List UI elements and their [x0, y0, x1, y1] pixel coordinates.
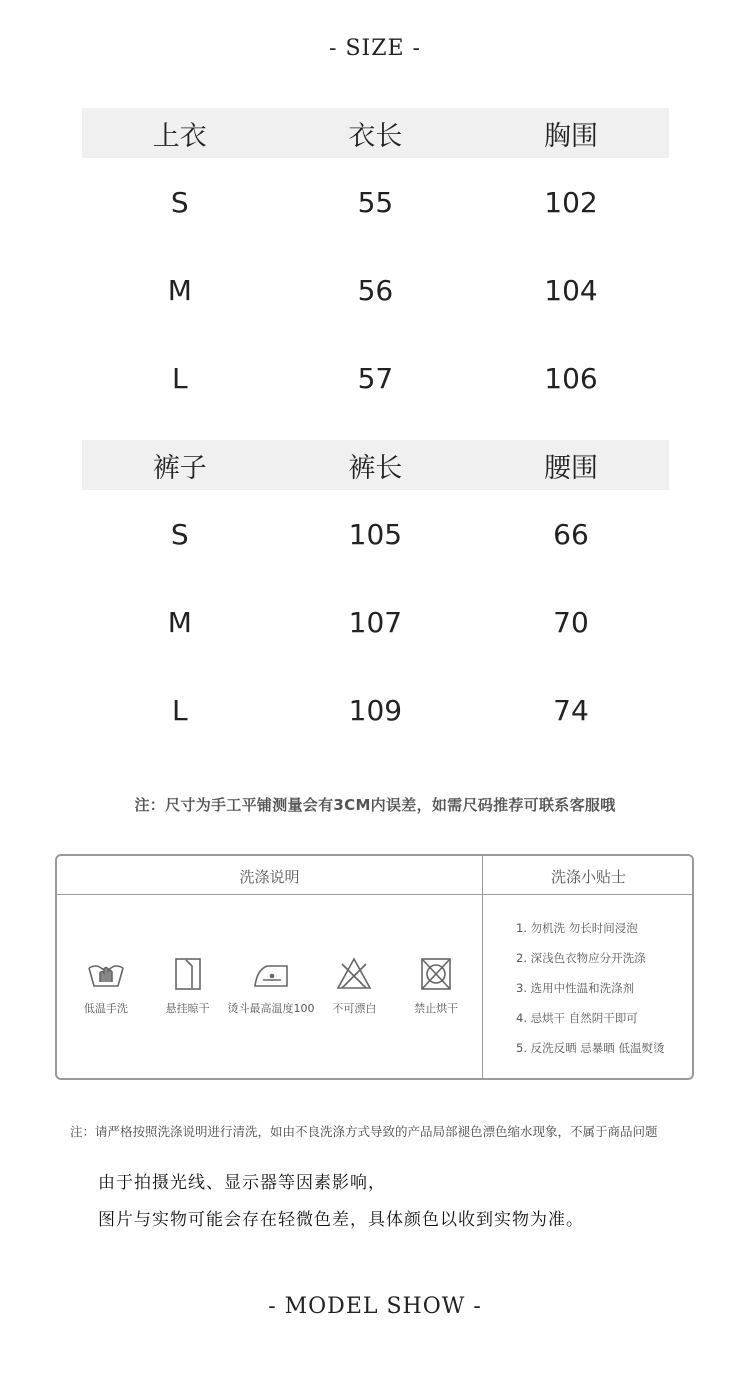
table-cell: 107 [348, 605, 403, 639]
header-cell: 腰围 [543, 452, 598, 484]
color-disclaimer-line1: 由于拍摄光线、显示器等因素影响， [98, 1173, 386, 1193]
table-cell: 57 [357, 361, 394, 395]
no-tumble-dry-icon [416, 956, 456, 992]
table-cell: L [171, 693, 188, 727]
table-cell: S [170, 185, 189, 219]
care-icon-label: 禁止烘干 [414, 1002, 459, 1015]
care-icon-item [229, 956, 314, 1016]
table-row [82, 666, 669, 754]
table-cell: 109 [348, 693, 403, 727]
table-cell: 66 [553, 517, 589, 551]
table-row [82, 246, 669, 334]
table-row [82, 334, 669, 422]
wash-tips-list [516, 920, 664, 1070]
care-icon-label: 低温手洗 [83, 1002, 128, 1015]
hand-wash-icon [86, 956, 126, 992]
header-cell: 衣长 [348, 120, 403, 152]
header-cell: 上衣 [152, 120, 207, 152]
list-item: 3. 选用中性温和洗涤剂 [516, 981, 635, 995]
header-cell: 胸围 [543, 120, 598, 152]
table-cell: L [171, 361, 188, 395]
table-header-row [82, 440, 669, 490]
table-cell: 74 [553, 693, 589, 727]
size-heading: - SIZE - [329, 36, 421, 61]
table-cell: 102 [544, 185, 598, 219]
list-item: 2. 深浅色衣物应分开洗涤 [516, 951, 646, 965]
care-instructions-box [55, 854, 694, 1080]
table-cell: 70 [553, 605, 589, 639]
table-cell: 104 [544, 273, 598, 307]
table-cell: 55 [357, 185, 394, 219]
hang-dry-icon [168, 956, 208, 992]
list-item: 4. 忌烘干 自然阴干即可 [516, 1011, 638, 1025]
list-item: 5. 反洗反晒 忌暴晒 低温熨烫 [516, 1041, 665, 1055]
care-icon-item [65, 956, 147, 1016]
table-row [82, 158, 669, 246]
table-cell: 105 [348, 517, 403, 551]
header-cell: 裤子 [152, 452, 207, 484]
care-icon-item [147, 956, 229, 1016]
wash-instructions-title: 洗涤说明 [239, 868, 300, 886]
iron-icon [251, 956, 291, 992]
care-icon-item [395, 956, 477, 1016]
no-bleach-icon [334, 956, 374, 992]
care-icon-label: 烫斗最高温度100 [227, 1002, 315, 1015]
table-cell: 56 [357, 273, 394, 307]
color-disclaimer-line2: 图片与实物可能会存在轻微色差，具体颜色以收到实物为准。 [98, 1210, 584, 1230]
header-cell: 裤长 [348, 452, 403, 484]
horizontal-divider [57, 894, 692, 895]
vertical-divider [482, 856, 483, 1078]
wash-tips-title: 洗涤小贴士 [550, 868, 626, 886]
list-item: 1. 勿机洗 勿长时间浸泡 [516, 921, 638, 935]
model-show-heading: - MODEL SHOW - [268, 1294, 482, 1319]
table-row [82, 490, 669, 578]
wash-warning-note: 注：请严格按照洗涤说明进行清洗，如由不良洗涤方式导致的产品局部褪色漂色缩水现象，不属于商品问题 [70, 1124, 658, 1139]
pants-size-table [82, 440, 669, 754]
care-icon-item [314, 956, 396, 1016]
table-cell: 106 [544, 361, 598, 395]
care-icon-label: 悬挂晾干 [165, 1002, 210, 1015]
care-icon-label: 不可漂白 [332, 1002, 377, 1015]
measurement-note: 注：尺寸为手工平铺测量会有3CM内误差，如需尺码推荐可联系客服哦 [134, 796, 616, 814]
table-row [82, 578, 669, 666]
table-cell: M [167, 605, 192, 639]
top-size-table [82, 108, 669, 422]
care-icons [65, 956, 477, 1016]
table-header-row [82, 108, 669, 158]
table-cell: M [167, 273, 192, 307]
table-cell: S [170, 517, 189, 551]
